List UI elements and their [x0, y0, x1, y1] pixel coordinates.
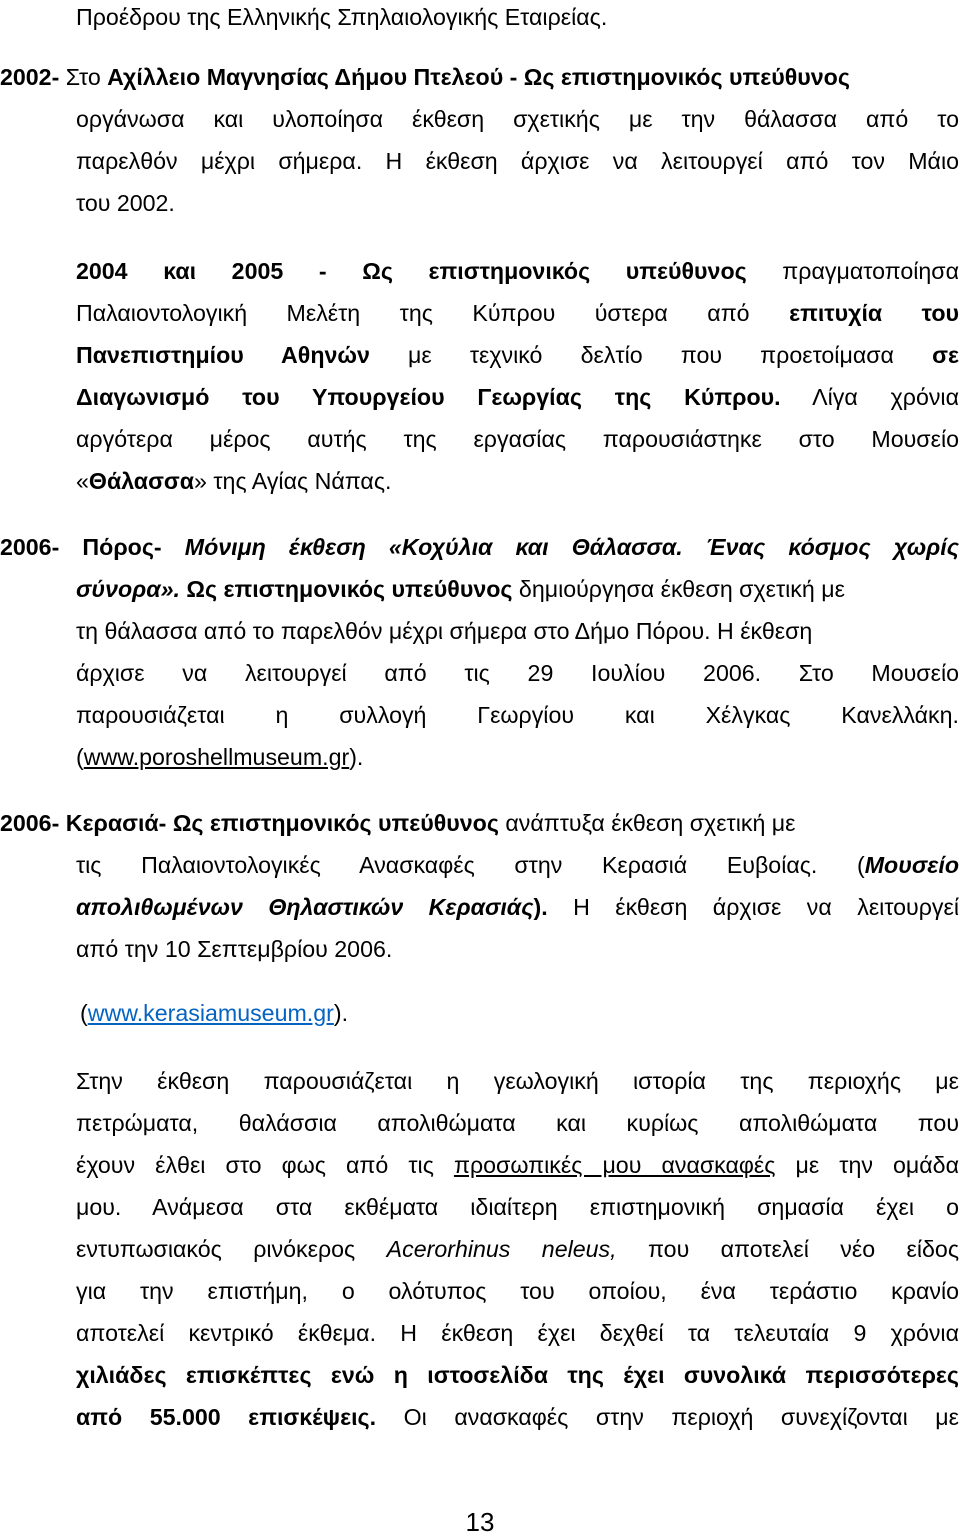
- text-run-bold: Διαγωνισμό του Υπουργείου Γεωργίας της Κύπρου.: [76, 384, 781, 410]
- text-run-underlined: προσωπικές μου ανασκαφές: [453, 1152, 776, 1178]
- text-run: μου. Ανάμεσα στα εκθέματα ιδιαίτερη επιστημονική σημασία έχει ο: [76, 1194, 959, 1220]
- text-run-bold: επιτυχία του: [789, 300, 959, 326]
- text-line: [76, 2, 607, 32]
- text-line: [0, 532, 959, 562]
- text-run: » της Αγίας Νάπας.: [194, 468, 392, 494]
- text-run: για την επιστήμη, ο ολότυπος του οποίου, ένα τεράστιο κρανίο: [76, 1278, 959, 1304]
- text-line: [76, 424, 959, 454]
- text-run-bold-italic: Μόνιμη έκθεση «Κοχύλια και Θάλασσα. Ένας κόσμος χωρίς: [184, 534, 959, 560]
- text-run: (: [80, 1000, 88, 1026]
- text-run: δημιούργησα έκθεση σχετική με: [518, 576, 845, 602]
- text-line: [76, 742, 363, 772]
- text-line: [76, 616, 812, 646]
- text-run: Στην έκθεση παρουσιάζεται η γεωλογική ιστορία της περιοχής με: [76, 1068, 959, 1094]
- text-run: τη θάλασσα από το παρελθόν μέχρι σήμερα στο Δήμο Πόρου. Η έκθεση: [76, 618, 813, 644]
- text-run-bold-italic: απολιθωμένων Θηλαστικών Κερασιάς: [76, 894, 534, 920]
- text-run: πραγματοποίησα: [782, 258, 959, 284]
- text-line: [76, 850, 959, 880]
- text-line: [76, 1276, 959, 1306]
- text-line: [76, 1066, 959, 1096]
- text-line: [76, 1192, 959, 1222]
- text-line: [76, 700, 959, 730]
- text-line: [76, 104, 959, 134]
- text-run: Στο: [65, 64, 101, 90]
- text-run-bold: Αχίλλειο Μαγνησίας Δήμου Πτελεού - Ως επιστημονικός υπεύθυνος: [107, 64, 850, 90]
- text-line: [0, 62, 850, 92]
- text-line: [76, 1108, 959, 1138]
- text-line: [76, 1318, 959, 1348]
- text-run-bold: από 55.000 επισκέψεις.: [76, 1404, 377, 1430]
- text-line: [76, 256, 959, 286]
- text-line: [76, 892, 959, 922]
- text-run: αποτελεί κεντρικό έκθεμα. Η έκθεση έχει δεχθεί τα τελευταία 9 χρόνια: [76, 1320, 959, 1346]
- page-number: 13: [465, 1507, 495, 1537]
- text-line: [76, 1360, 959, 1390]
- text-line: [0, 808, 796, 838]
- text-line: [76, 1150, 959, 1180]
- text-line: [76, 382, 959, 412]
- text-line: [76, 1234, 959, 1264]
- text-run: Προέδρου της Ελληνικής Σπηλαιολογικής Εταιρείας.: [76, 4, 608, 30]
- text-line: [76, 934, 392, 964]
- text-line: [76, 340, 959, 370]
- text-run-bold: Θάλασσα: [88, 468, 195, 494]
- text-run: με τεχνικό δελτίο που προετοίμασα: [408, 342, 894, 368]
- text-run-bold-italic: σύνορα».: [76, 576, 180, 602]
- text-run-bold: ).: [533, 894, 548, 920]
- text-line: [76, 146, 959, 176]
- year-label: 2002-: [0, 64, 60, 90]
- text-run: πετρώματα, θαλάσσια απολιθώματα και κυρίως απολιθώματα που: [76, 1110, 959, 1136]
- text-run: εντυπωσιακός ρινόκερος: [76, 1236, 356, 1262]
- text-run: Οι ανασκαφές στην περιοχή συνεχίζονται με: [403, 1404, 959, 1430]
- text-run: αργότερα μέρος αυτής της εργασίας παρουσιάστηκε στο Μουσείο: [76, 426, 959, 452]
- text-run: Η έκθεση άρχισε να λειτουργεί: [573, 894, 959, 920]
- text-run-bold: σε: [932, 342, 959, 368]
- poroshellmuseum-link[interactable]: www.poroshellmuseum.gr: [83, 744, 350, 770]
- text-run-bold: 2006- Πόρος-: [0, 534, 162, 560]
- text-run-bold: 2004 και 2005 - Ως επιστημονικός υπεύθυνος: [76, 258, 747, 284]
- text-run-bold: Ως επιστημονικός υπεύθυνος: [186, 576, 513, 602]
- text-run: Λίγα χρόνια: [812, 384, 959, 410]
- text-line: [76, 298, 959, 328]
- text-line: [80, 998, 348, 1028]
- text-run: παρελθόν μέχρι σήμερα. Η έκθεση άρχισε να λειτουργεί από τον Μάιο: [76, 148, 959, 174]
- text-run-bold: Πανεπιστημίου Αθηνών: [76, 342, 370, 368]
- text-run: από την 10 Σεπτεμβρίου 2006.: [76, 936, 393, 962]
- text-line: [76, 1402, 959, 1432]
- text-run: τις Παλαιοντολογικές Ανασκαφές στην Κερασιά Ευβοίας. (: [76, 852, 865, 878]
- text-run: ανάπτυξα έκθεση σχετική με: [505, 810, 796, 836]
- text-run: ).: [333, 1000, 349, 1026]
- text-run: ).: [349, 744, 364, 770]
- text-run: με την ομάδα: [795, 1152, 959, 1178]
- text-run: «: [76, 468, 89, 494]
- text-line: [76, 574, 845, 604]
- text-run: παρουσιάζεται η συλλογή Γεωργίου και Χέλγκας Κανελλάκη.: [76, 702, 959, 728]
- text-run: που αποτελεί νέο είδος: [648, 1236, 959, 1262]
- text-run-italic: Acerorhinus neleus,: [386, 1236, 617, 1262]
- text-run-bold-italic: Μουσείο: [864, 852, 959, 878]
- text-line: [76, 188, 175, 218]
- text-run: Παλαιοντολογική Μελέτη της Κύπρου ύστερα από: [76, 300, 750, 326]
- kerasiamuseum-link[interactable]: www.kerasiamuseum.gr: [87, 1000, 334, 1026]
- text-run: οργάνωσα και υλοποίησα έκθεση σχετικής με την θάλασσα από το: [76, 106, 959, 132]
- text-run: έχουν έλθει στο φως από τις: [76, 1152, 434, 1178]
- text-run-bold: χιλιάδες επισκέπτες ενώ η ιστοσελίδα της έχει συνολικά περισσότερες: [76, 1362, 959, 1388]
- text-line: [76, 658, 959, 688]
- text-run: άρχισε να λειτουργεί από τις 29 Ιουλίου 2006. Στο Μουσείο: [76, 660, 959, 686]
- text-line: [76, 466, 391, 496]
- text-run: (: [76, 744, 84, 770]
- text-run: του 2002.: [76, 190, 175, 216]
- text-run-bold: 2006- Κερασιά- Ως επιστημονικός υπεύθυνος: [0, 810, 499, 836]
